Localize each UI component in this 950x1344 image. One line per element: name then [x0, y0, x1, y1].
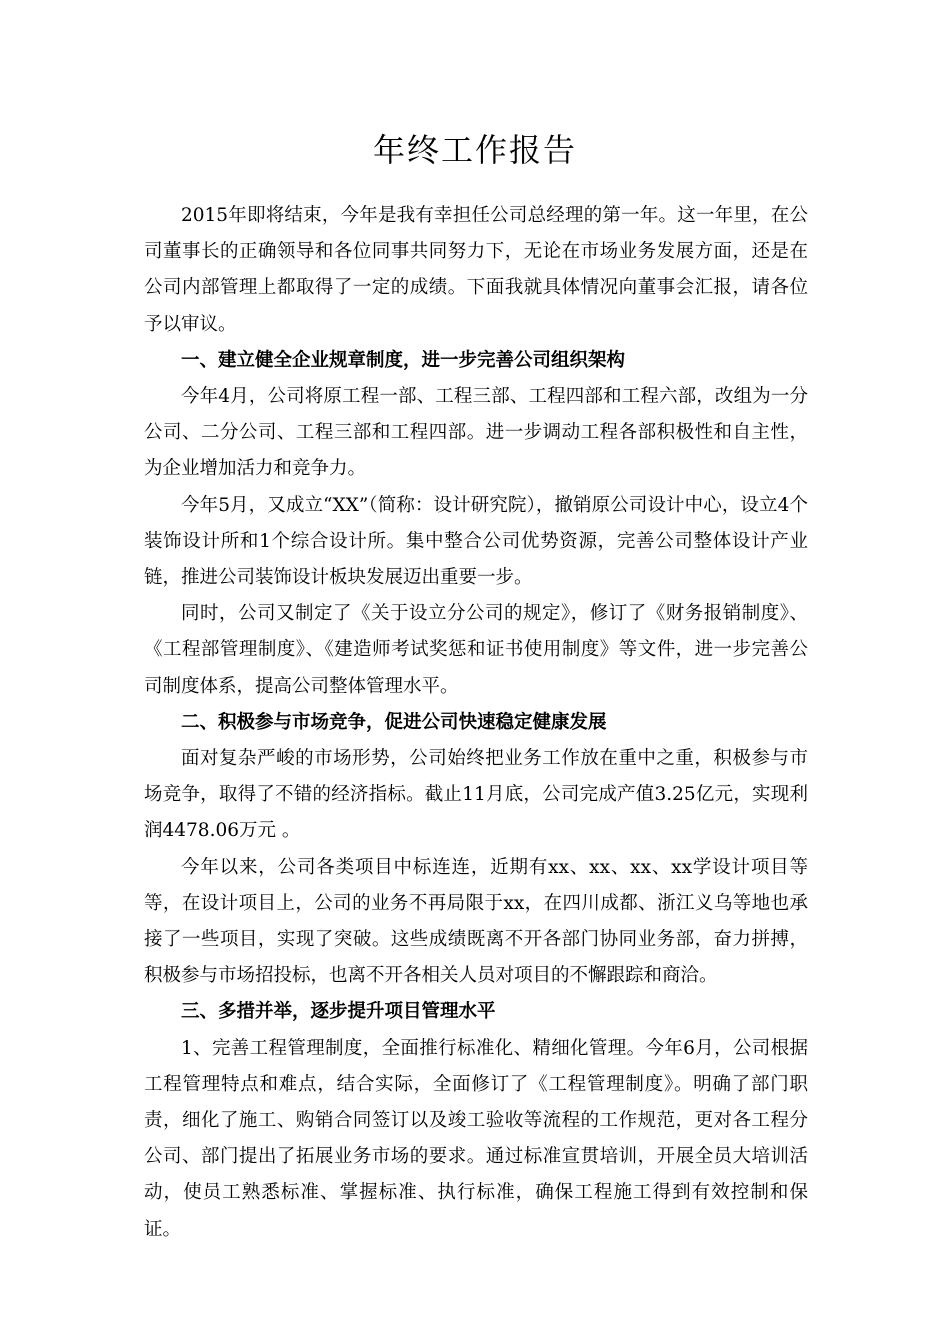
- section-1-paragraph-1: 今年4月，公司将原工程一部、工程三部、工程四部和工程六部，改组为一分公司、二分公司、工程三部和工程四部。进一步调动工程各部积极性和自主性，为企业增加活力和竞争力。: [144, 386, 808, 480]
- section-1-paragraph-3: 同时，公司又制定了《关于设立分公司的规定》，修订了《财务报销制度》、《工程部管理制度》、《建造师考试奖惩和证书使用制度》等文件，进一步完善公司制度体系，提高公司整体管理水平。: [144, 603, 808, 697]
- document-title: 年终工作报告: [372, 131, 577, 169]
- section-heading-1: 一、建立健全企业规章制度，进一步完善公司组织架构: [181, 349, 626, 371]
- intro-paragraph: 2015年即将结束，今年是我有幸担任公司总经理的第一年。这一年里，在公司董事长的正确领导和各位同事共同努力下，无论在市场业务发展方面，还是在公司内部管理上都取得了一定的成绩。下面我就具体情况向董事会汇报，请各位予以审议。: [144, 205, 808, 335]
- document-body: [144, 198, 808, 1248]
- section-2-paragraph-2: 今年以来，公司各类项目中标连连，近期有xx、xx、xx、xx学设计项目等等，在设计项目上，公司的业务不再局限于xx，在四川成都、浙江义乌等地也承接了一些项目，实现了突破。这些成绩既离不开各部门协同业务部，奋力拼搏，积极参与市场招投标，也离不开各相关人员对项目的不懈跟踪和商洽。: [144, 856, 808, 987]
- section-heading-3: 三、多措并举，逐步提升项目管理水平: [181, 1001, 496, 1023]
- section-1-paragraph-2: 今年5月，又成立“XX”（简称：设计研究院），撤销原公司设计中心，设立4个装饰设计所和1个综合设计所。集中整合公司优势资源，完善公司整体设计产业链，推进公司装饰设计板块发展迈出重要一步。: [144, 494, 808, 589]
- section-2-paragraph-1: 面对复杂严峻的市场形势，公司始终把业务工作放在重中之重，积极参与市场竞争，取得了不错的经济指标。截止11月底，公司完成产值3.25亿元，实现利润4478.06万元 。: [144, 748, 808, 842]
- section-heading-2: 二、积极参与市场竞争，促进公司快速稳定健康发展: [181, 711, 607, 733]
- section-3-paragraph-1: 1、完善工程管理制度，全面推行标准化、精细化管理。今年6月，公司根据工程管理特点和难点，结合实际，全面修订了《工程管理制度》。明确了部门职责，细化了施工、购销合同签订以及竣工验收等流程的工作规范，更对各工程分公司、部门提出了拓展业务市场的要求。通过标准宣贯培训，开展全员大培训活动，使员工熟悉标准、掌握标准、执行标准，确保工程施工得到有效控制和保证。: [144, 1037, 808, 1240]
